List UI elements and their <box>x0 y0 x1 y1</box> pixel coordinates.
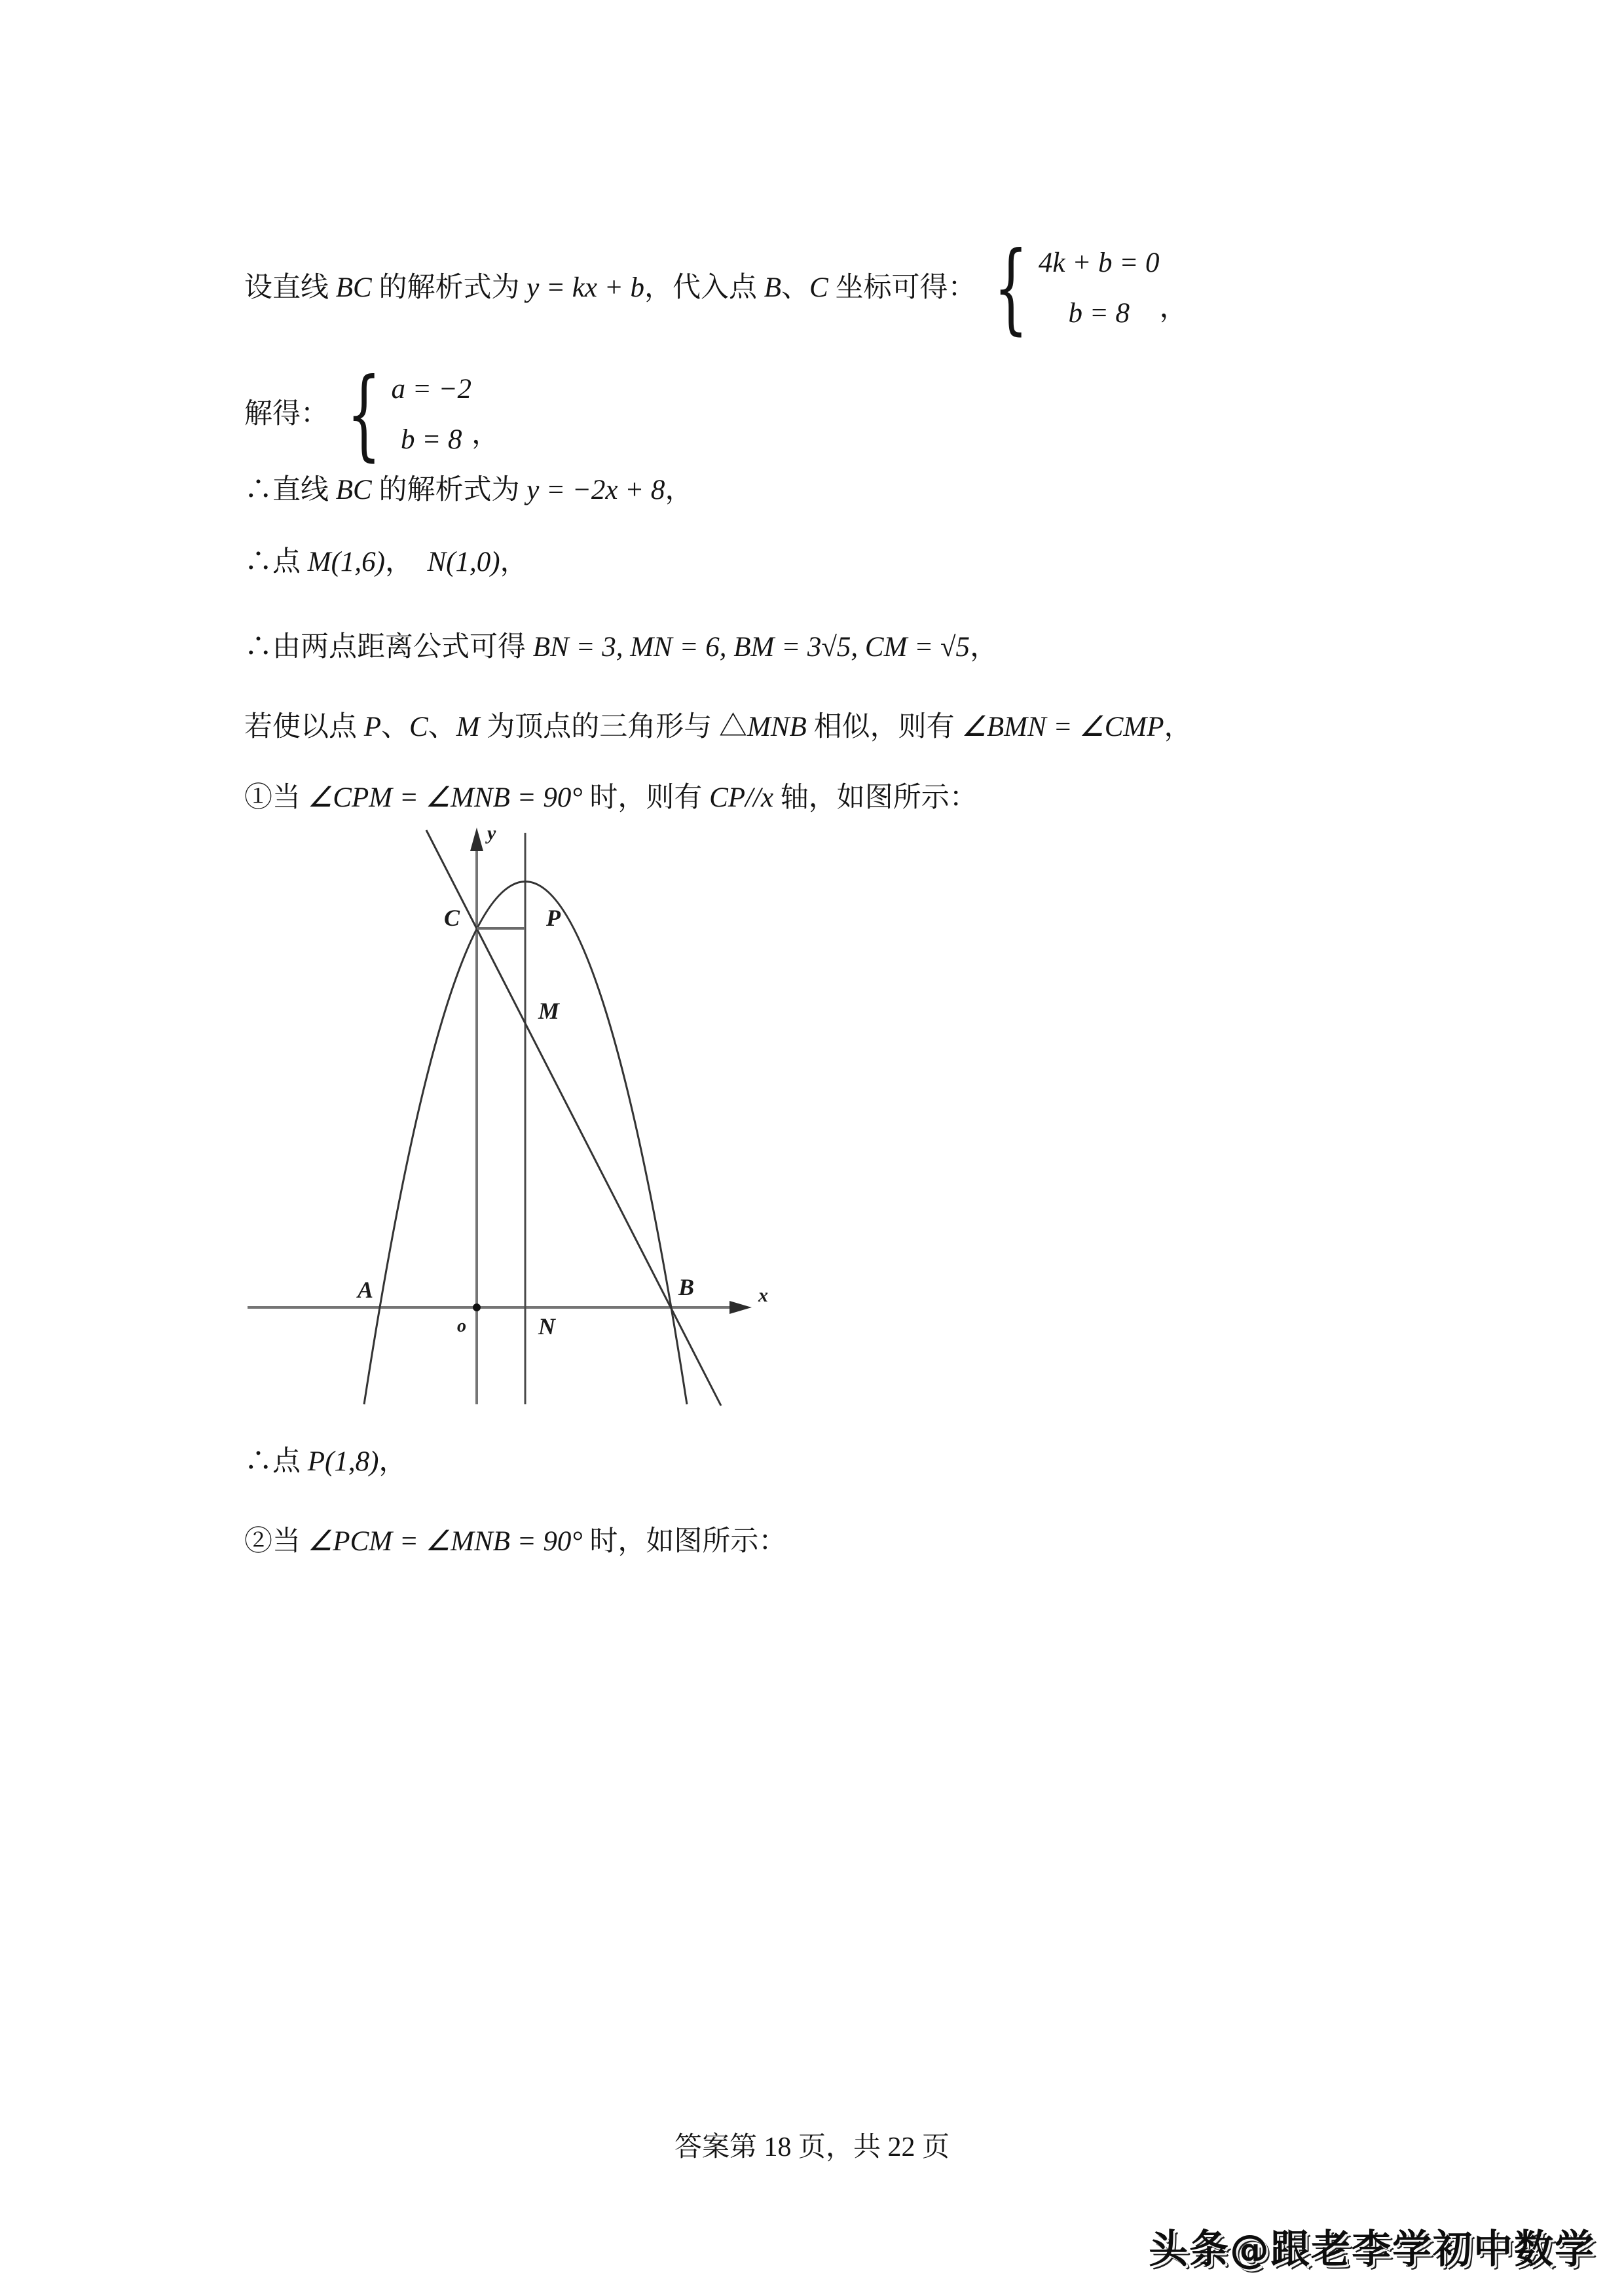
math-segment: C <box>809 272 828 304</box>
math-segment: C <box>409 712 428 742</box>
equation-system-1 <box>980 230 1159 346</box>
text-line-case1 <box>244 780 978 816</box>
text-segment: 、 <box>428 712 456 742</box>
text-segment: ②当 <box>244 1526 308 1557</box>
point-label-b: B <box>678 1274 695 1300</box>
math-segment: y = kx + b <box>526 272 644 304</box>
text-segment: ， <box>970 632 999 663</box>
math-segment: N(1,0) <box>427 547 500 577</box>
text-segment: 时，则有 <box>582 782 710 813</box>
y-axis-label: y <box>487 822 496 844</box>
text-segment: ∴由两点距离公式可得 <box>244 632 533 663</box>
text-segment: 为顶点的三角形与 △ <box>479 712 748 742</box>
math-segment: P(1,8) <box>307 1446 379 1477</box>
point-label-a: A <box>357 1277 374 1303</box>
math-segment: ∠BMN = ∠CMP <box>961 712 1164 742</box>
figure-svg <box>223 812 786 1408</box>
text-segment: ， <box>384 547 428 577</box>
coordinate-figure <box>223 812 786 1411</box>
text-segment: 轴，如图所示： <box>773 782 978 813</box>
text-segment: ∴点 <box>244 547 308 577</box>
text-line-points-mn <box>244 545 528 580</box>
text-segment: 的解析式为 <box>371 475 527 505</box>
math-segment: M <box>456 712 480 742</box>
text-line-bc-equation <box>244 473 693 508</box>
text-segment: ， <box>378 1446 407 1477</box>
text-segment: ， <box>665 475 693 505</box>
text-segment: ， <box>1164 712 1192 742</box>
x-axis-label: x <box>758 1285 768 1306</box>
left-brace-icon: { <box>346 357 381 471</box>
x-axis-arrow-icon <box>729 1301 752 1314</box>
page-footer: 答案第 18 页，共 22 页 <box>674 2132 950 2162</box>
point-label-n: N <box>538 1313 555 1339</box>
text-segment: ∴直线 <box>244 475 336 505</box>
text-segment: 坐标可得： <box>828 272 976 304</box>
text-segment: 若使以点 <box>244 712 364 742</box>
text-segment: 、 <box>781 272 810 304</box>
text-segment: ，代入点 <box>644 272 764 304</box>
math-segment: P <box>363 712 382 742</box>
origin-point <box>473 1303 481 1311</box>
y-axis-arrow-icon <box>470 828 483 851</box>
text-segment: 的解析式为 <box>371 272 527 304</box>
math-segment: y = −2x + 8 <box>526 475 665 505</box>
text-line-solution-system <box>244 357 500 472</box>
point-label-c: C <box>443 905 460 931</box>
math-segment: BC <box>335 272 372 304</box>
text-segment: 设直线 <box>244 272 336 304</box>
text-line-case2 <box>244 1524 786 1559</box>
math-segment: BC <box>335 475 372 505</box>
text-segment: 时，如图所示： <box>582 1526 787 1557</box>
math-segment: ∠PCM = ∠MNB = 90° <box>307 1526 583 1557</box>
text-segment: ①当 <box>244 782 308 813</box>
text-segment: ， <box>500 547 528 577</box>
system-equation-bottom: b = 8 <box>1068 298 1130 329</box>
text-line-setup <box>244 230 1188 346</box>
point-label-m: M <box>538 998 560 1024</box>
math-segment: M(1,6) <box>307 547 385 577</box>
text-segment: ∴点 <box>244 1446 308 1477</box>
text-line-point-p <box>244 1444 407 1480</box>
math-segment: CP//x <box>709 782 774 813</box>
system-equation-top: 4k + b = 0 <box>1038 247 1160 278</box>
origin-label: o <box>457 1316 466 1336</box>
point-label-p: P <box>546 905 561 931</box>
system-equation-bottom: b = 8 <box>400 424 462 455</box>
line-bc <box>426 830 721 1406</box>
math-segment: BN = 3, MN = 6, BM = 3√5, CM = √5 <box>532 632 970 663</box>
text-segment: 、 <box>381 712 410 742</box>
text-segment: 相似，则有 <box>806 712 962 742</box>
math-segment: B <box>764 272 782 304</box>
text-line-similarity-condition <box>244 710 1192 745</box>
left-brace-icon: { <box>993 231 1029 345</box>
text-segment: 解得： <box>244 399 329 430</box>
math-segment: MNB <box>747 712 807 742</box>
watermark: 头条@跟老李学初中数学 <box>1149 2227 1595 2272</box>
text-segment: ， <box>471 419 500 450</box>
text-line-distances <box>244 630 998 665</box>
system-equation-top: a = −2 <box>391 374 471 405</box>
equation-system-2 <box>333 357 471 472</box>
text-segment: ， <box>1159 293 1188 324</box>
math-segment: ∠CPM = ∠MNB = 90° <box>307 782 583 813</box>
